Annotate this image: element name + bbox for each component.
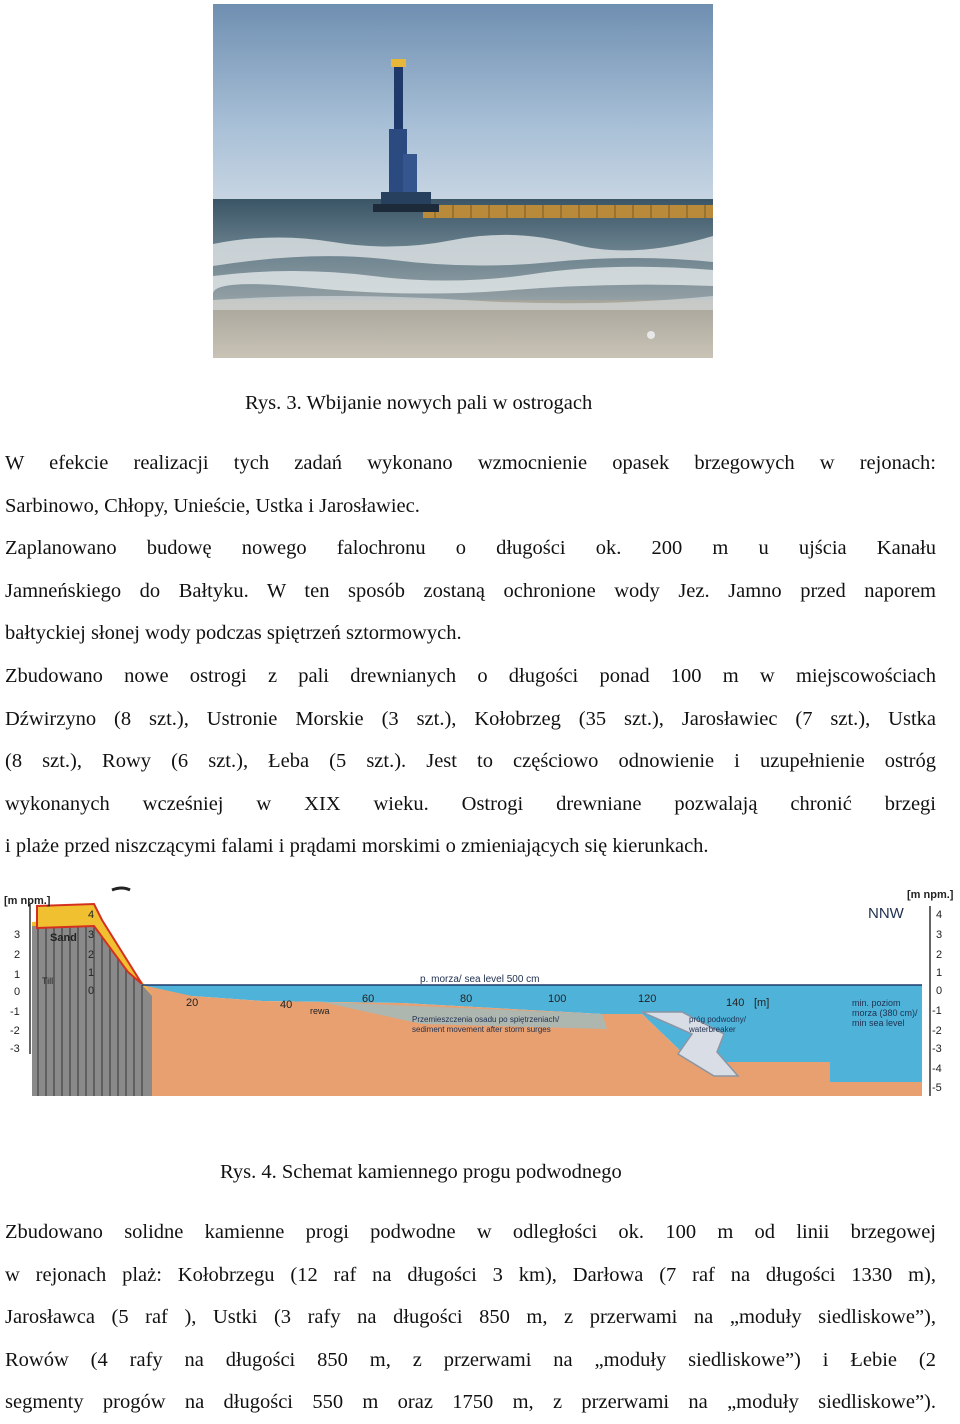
paragraph-4-line: w rejonach plaż: Kołobrzegu (12 raf na długości 3 km), Darłowa (7 raf na długości 1330 m), <box>5 1263 936 1286</box>
paragraph-4-line: Rowów (4 rafy na długości 850 m, z przerwami na „moduły siedliskowe”) i Łebie (2 <box>5 1348 936 1371</box>
sediment-label-pl: Przemieszczenia osadu po spiętrzeniach/ <box>412 1015 560 1024</box>
right-tick: 4 <box>936 909 943 921</box>
figure-3-caption: Rys. 3. Wbijanie nowych pali w ostrogach <box>245 392 593 414</box>
paragraph-3-line: wykonanych wcześniej w XIX wieku. Ostrogi drewniane pozwalają chronić brzegi <box>5 792 936 815</box>
inner-tick: 2 <box>88 949 95 961</box>
sand-label: Sand <box>50 932 77 944</box>
right-tick: 2 <box>936 949 943 961</box>
right-tick: 1 <box>936 967 943 979</box>
paragraph-3-line: i plaże przed niszczącymi falami i prądami morskimi o zmieniających się kierunkach. <box>5 835 709 858</box>
distance-tick: 140 <box>726 997 745 1009</box>
figure-4-caption: Rys. 4. Schemat kamiennego progu podwodnego <box>220 1161 622 1183</box>
inner-tick: 4 <box>88 909 95 921</box>
distance-tick: 20 <box>186 997 199 1009</box>
distance-tick: 120 <box>638 993 657 1005</box>
right-ticks <box>932 909 942 1094</box>
pile-driving-photo-drawing <box>213 4 713 358</box>
paragraph-2-line: Jamneńskiego do Bałtyku. W ten sposób zostaną ochronione wody Jez. Jamno przed naporem <box>5 579 936 602</box>
rewa-label: rewa <box>310 1006 330 1016</box>
paragraph-2-line: bałtyckiej słonej wody podczas spiętrzeń sztormowych. <box>5 622 462 645</box>
direction-label: NNW <box>868 905 904 922</box>
right-tick: -2 <box>932 1025 942 1037</box>
left-tick: -3 <box>10 1043 20 1055</box>
inner-tick: 1 <box>88 967 95 979</box>
paragraph-3-line: (8 szt.), Rowy (6 szt.), Łeba (5 szt.). Jest to częściowo odnowienie i uzupełnienie ostróg <box>5 750 936 773</box>
paragraph-2-line: Zaplanowano budowę nowego falochronu o długości ok. 200 m u ujścia Kanału <box>5 537 936 559</box>
left-tick: 1 <box>14 969 21 981</box>
till-label: Till <box>42 976 54 986</box>
right-tick: 3 <box>936 929 943 941</box>
left-tick: -2 <box>10 1025 20 1037</box>
distance-unit: [m] <box>754 997 770 1009</box>
paragraph-4-line: segmenty progów na długości 550 m oraz 1750 m, z przerwami na „moduły siedliskowe”). <box>5 1391 936 1414</box>
distance-tick: 100 <box>548 993 567 1005</box>
right-tick: -5 <box>932 1082 942 1094</box>
sea-level-label: p. morza/ sea level 500 cm <box>420 974 540 985</box>
min-level-label: min. poziom <box>852 998 901 1008</box>
paragraph-1-line: Sarbinowo, Chłopy, Unieście, Ustka i Jarosławiec. <box>5 494 420 517</box>
right-tick: -1 <box>932 1005 942 1017</box>
paragraph-1 <box>5 442 936 527</box>
paragraph-4 <box>5 1211 936 1424</box>
right-tick: 0 <box>936 985 943 997</box>
paragraph-4-line: Zbudowano solidne kamienne progi podwodne w odległości ok. 100 m od linii brzegowej <box>5 1221 936 1243</box>
right-tick: -4 <box>932 1063 942 1075</box>
paragraph-4-line: Jarosławca (5 raf ), Ustki (3 rafy na długości 850 m, z przerwami na „moduły siedliskowe”), <box>5 1306 936 1329</box>
decorative-arc <box>112 888 130 890</box>
paragraph-3-line: Zbudowano nowe ostrogi z pali drewnianych o długości ponad 100 m w miejscowościach <box>5 665 936 687</box>
sediment-label-en: sediment movement after storm surges <box>412 1025 551 1034</box>
left-tick: -1 <box>10 1006 20 1018</box>
distance-tick: 40 <box>280 999 293 1011</box>
distance-tick: 60 <box>362 993 375 1005</box>
left-ticks <box>10 929 20 1055</box>
pile-driving-photo <box>213 4 713 358</box>
breaker-label-en: waterbreaker <box>689 1025 736 1034</box>
breaker-label-pl: próg podwodny/ <box>689 1015 746 1024</box>
right-tick: -3 <box>932 1043 942 1055</box>
min-level-label: min sea level <box>852 1018 905 1028</box>
inner-tick: 3 <box>88 929 95 941</box>
min-level-label: morza (380 cm)/ <box>852 1008 918 1018</box>
right-axis-label: [m npm.] <box>907 889 954 901</box>
left-tick: 3 <box>14 929 21 941</box>
paragraph-3 <box>5 655 936 868</box>
underwater-breakwater-diagram <box>2 884 958 1108</box>
left-axis-label: [m npm.] <box>4 895 51 907</box>
left-tick: 0 <box>14 986 21 998</box>
paragraph-2 <box>5 527 936 655</box>
inner-tick: 0 <box>88 985 95 997</box>
paragraph-1-line: W efekcie realizacji tych zadań wykonano wzmocnienie opasek brzegowych w rejonach: <box>5 452 936 474</box>
distance-tick: 80 <box>460 993 473 1005</box>
left-tick: 2 <box>14 949 21 961</box>
paragraph-3-line: Dźwirzyno (8 szt.), Ustronie Morskie (3 szt.), Kołobrzeg (35 szt.), Jarosławiec (7 szt.), Ustka <box>5 707 936 730</box>
